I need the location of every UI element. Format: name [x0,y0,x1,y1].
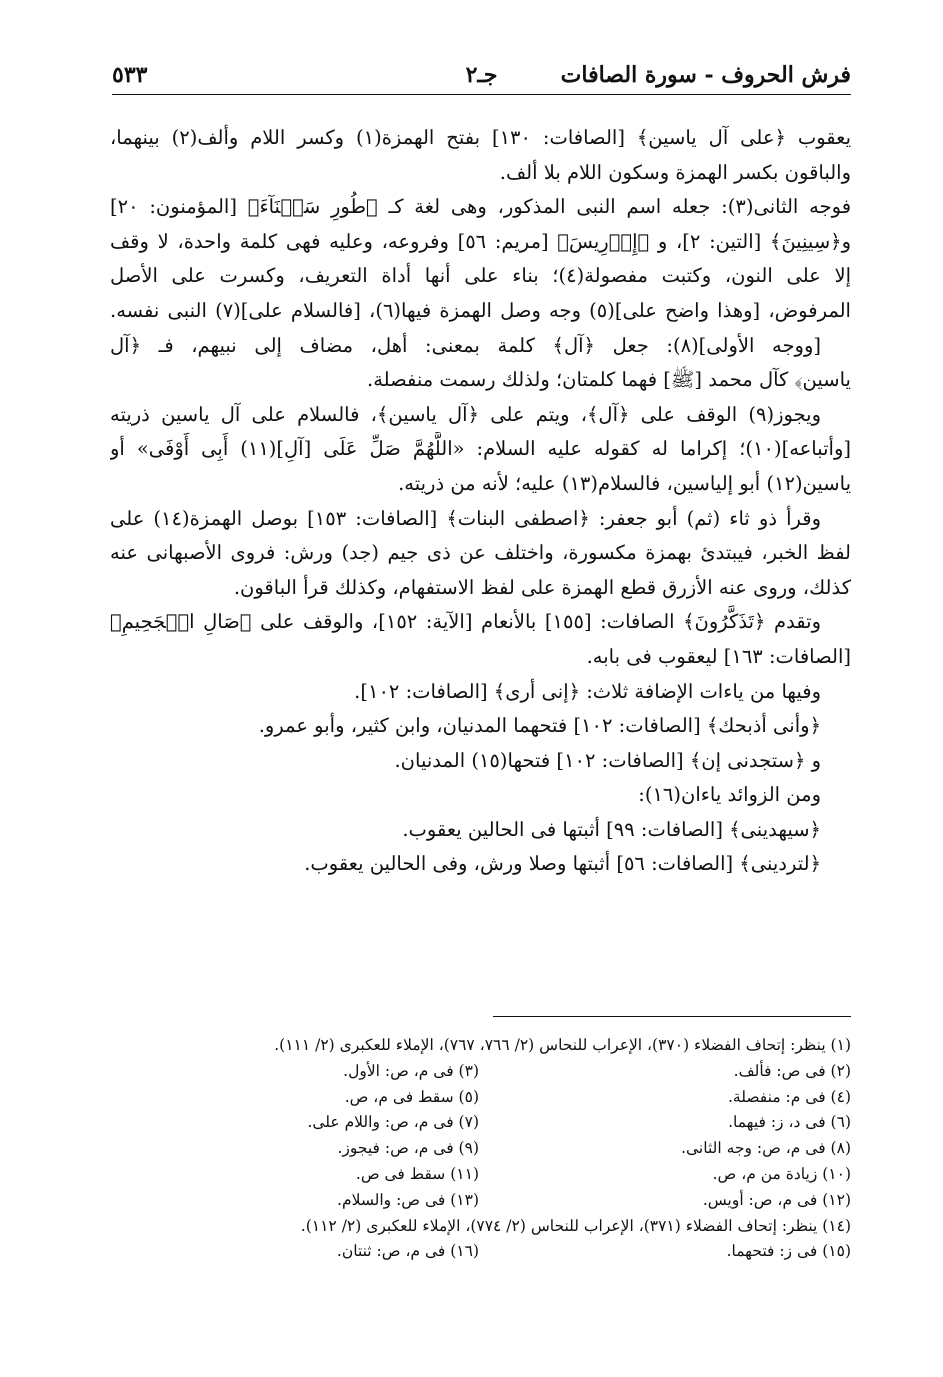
footnote: (١٤) ينظر: إتحاف الفضلاء (٣٧١)، الإعراب للنحاس (٢/ ٧٧٤)، الإملاء للعكبرى (٢/ ١١٢). [300,1216,851,1235]
page-number: ٥٣٣ [112,62,148,88]
footnotes [112,1033,851,1265]
text-line: [ووجه الأولى](٨): جعل ﴿آل﴾ كلمة بمعنى: أهل، مضاف إلى نبيهم، فـ ﴿آل [110,333,822,357]
footnote: (٤) فى م: منفصلة. [728,1087,851,1106]
footnote: (٨) فى م، ص: وجه الثانى. [681,1139,851,1158]
footnote-row [112,1188,851,1214]
footnote: (٧) فى م، ص: واللام على. [307,1113,479,1132]
footnote: (٢) فى ص: فألف. [733,1061,851,1080]
text-line: و﴿سِينِينَ﴾ [التين: ٢]، و ﴿إِدۡرِيسَ﴾ [مريم: ٥٦] وفروعه، وعليه فهى كلمة واحدة، لا وقف [110,229,851,253]
text-line: ياسين(١٢) أبو إلياسين، فالسلام(١٣) عليه؛ لأنه من ذريته. [398,471,851,495]
footnote: (٥) سقط فى م، ص. [344,1087,479,1106]
text-line: ويجوز(٩) الوقف على ﴿آل﴾، ويتم على ﴿آل ياسين﴾، فالسلام على آل ياسين ذريته [110,402,821,426]
text-line: [الصافات: ١٦٣] ليعقوب فى بابه. [586,644,851,668]
text-line: المرفوض، [وهذا واضح على](٥) وجه وصل الهمزة فيها(٦)، [فالسلام على](٧) النبى نفسه. [110,298,851,322]
footnote-row [112,1239,851,1265]
footnote: (١١) سقط فى ص. [355,1164,479,1183]
text-line: ﴿لتردينى﴾ [الصافات: ٥٦] أثبتها وصلا ورش، وفى الحالين يعقوب. [304,852,821,876]
text-line: لفظ الخبر، فيبتدئ بهمزة مكسورة، واختلف عن ذى جيم (جد) ورش: فروى الأصبهانى عنه [110,541,851,565]
text-line: كذلك، وروى عنه الأزرق قطع الهمزة على لفظ الاستفهام، وكذلك قرأ الباقون. [233,575,851,599]
text-line: ومن الزوائد ياءان(١٦): [638,783,821,807]
footnote: (١٠) زيادة من م، ص. [712,1164,851,1183]
footnote: (١٥) فى ز: فتحهما. [726,1242,851,1261]
text-line: والباقون بكسر الهمزة وسكون اللام بلا ألف. [499,160,851,184]
footnote: (٣) فى م، ص: الأول. [343,1061,479,1080]
footnote: (١٣) فى ص: والسلام. [337,1190,479,1209]
footnote: (١) ينظر: إتحاف الفضلاء (٣٧٠)، الإعراب للنحاس (٢/ ٧٦٦، ٧٦٧)، الإملاء للعكبرى (٢/ ١١١). [274,1036,851,1054]
header-volume: جـ٢ [465,62,498,88]
text-line: وتقدم ﴿تَذَكَّرُونَ﴾ الصافات: [١٥٥] بالأنعام [الآية: ١٥٢]، والوقف على ﴿صَالِ الۡجَحِيمِ﴾ [110,610,822,634]
footnote-separator [493,1016,851,1017]
text-line: ﴿سيهدينى﴾ [الصافات: ٩٩] أثبتها فى الحالين يعقوب. [402,817,821,841]
footnote-row [112,1085,851,1111]
text-line: [وأتباعه](١٠)؛ إكراما له كقوله عليه السلام: «اللَّهُمَّ صَلِّ عَلَى [آلِ](١١) أَبِى أَوْفَى» أو [110,437,851,461]
footnote: (١٦) فى م، ص: ثنتان. [336,1242,479,1261]
text-line: إلا على النون، وكتبت مفصولة(٤)؛ بناء على أنها أداة التعريف، وكسرت على الأصل [110,264,851,288]
footnote: (١٢) فى م، ص: أويس. [702,1190,851,1209]
footnote-row [112,1110,851,1136]
text-line: ياسين﴾ كآل محمد [ﷺ] فهما كلمتان؛ ولذلك رسمت منفصلة. [367,368,851,392]
footnote-row [112,1162,851,1188]
text-line: فوجه الثانى(٣): جعله اسم النبى المذكور، وهى لغة كـ ﴿طُورِ سَيۡنَآءَ﴾ [المؤمنون: ٢٠] [110,195,851,219]
text-line: و ﴿ستجدنى إن﴾ [الصافات: ١٠٢] فتحها(١٥) المدنيان. [394,748,821,772]
main-text [110,121,851,882]
footnote: (٦) فى د، ز: فيهما. [728,1113,851,1132]
text-line: وقرأ ذو ثاء (ثم) أبو جعفر: ﴿اصطفى البنات﴾ [الصافات: ١٥٣] بوصل الهمزة(١٤) على [110,506,821,530]
footnote-row [112,1136,851,1162]
footnote: (٩) فى م، ص: فيجوز. [337,1139,479,1158]
footnote-row [112,1059,851,1085]
running-header [112,58,851,95]
text-line: ﴿وأنى أذبحك﴾ [الصافات: ١٠٢] فتحهما المدنيان، وابن كثير، وأبو عمرو. [258,714,821,738]
text-line: يعقوب ﴿على آل ياسين﴾ [الصافات: ١٣٠] بفتح الهمزة(١) وكسر اللام وألف(٢) بينهما، [110,126,851,149]
header-title: فرش الحروف - سورة الصافات [560,62,851,88]
text-line: وفيها من ياءات الإضافة ثلاث: ﴿إنى أرى﴾ [الصافات: ١٠٢]. [354,679,821,703]
